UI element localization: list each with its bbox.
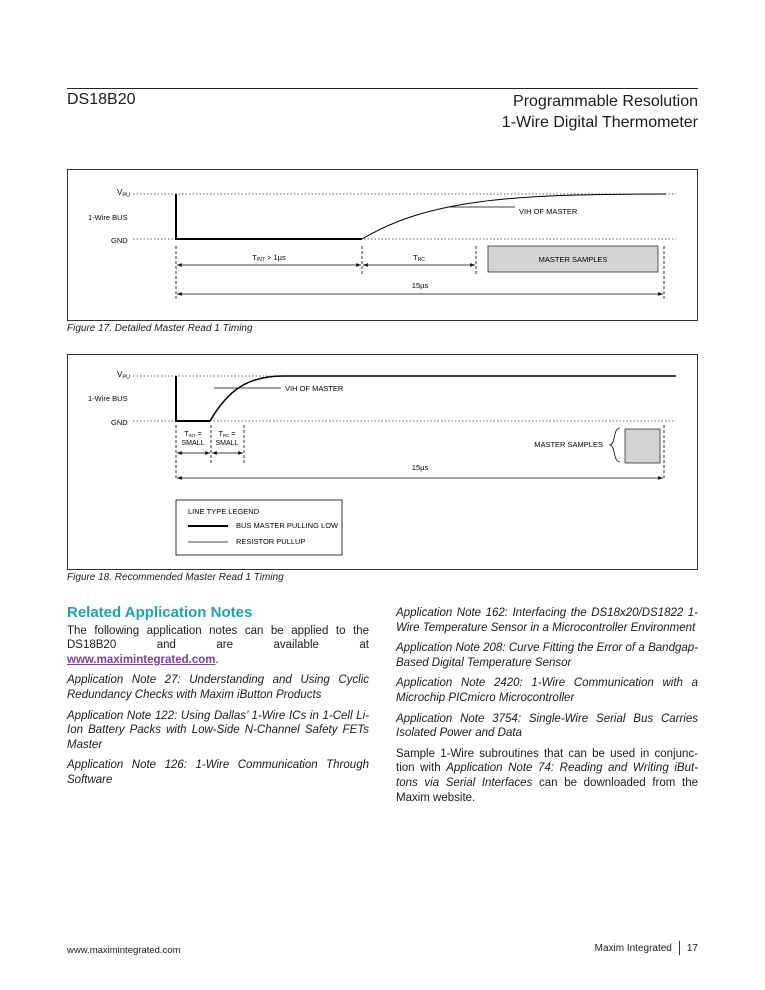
master-samples-box xyxy=(625,429,660,463)
document-title xyxy=(502,91,698,133)
trc-label: TRC = xyxy=(218,431,236,438)
footer-company-name: Maxim Integrated xyxy=(594,942,672,954)
total-time-label: 15µs xyxy=(411,463,429,472)
legend-thick-label: BUS MASTER PULLING LOW xyxy=(236,521,339,530)
bus-label: 1-Wire BUS xyxy=(88,213,128,222)
title-line-1: Programmable Resolution xyxy=(513,93,698,110)
trc-small-label: SMALL xyxy=(215,440,239,447)
footer-company xyxy=(595,941,698,955)
left-column xyxy=(67,606,369,794)
total-time-label: 15µs xyxy=(411,281,429,290)
bus-master-low-trace xyxy=(176,376,210,421)
pullup-rise-trace xyxy=(210,376,676,421)
figure-18-caption: Figure 18. Recommended Master Read 1 Timing xyxy=(67,572,284,583)
tint-label: TINT > 1µs xyxy=(252,253,286,263)
gnd-label: GND xyxy=(111,418,128,427)
page-number: 17 xyxy=(686,942,698,954)
pullup-rise-trace xyxy=(362,194,666,239)
title-line-2: 1-Wire Digital Thermometer xyxy=(501,114,698,131)
app-note-3754: Application Note 3754: Single-Wire Serial Bus Carries Isolated Power and Data xyxy=(396,712,698,740)
figure-17-diagram xyxy=(67,169,698,321)
figure-17-caption: Figure 17. Detailed Master Read 1 Timing xyxy=(67,323,253,334)
app-note-162: Application Note 162: Interfacing the DS18x20/DS1822 1-Wire Temperature Sensor in a Microcontroller Environment xyxy=(396,607,698,634)
bus-master-low-trace xyxy=(176,194,362,239)
related-notes-heading: Related Application Notes xyxy=(67,604,253,621)
app-note-126: Application Note 126: 1-Wire Communication Through Software xyxy=(67,759,369,786)
vpu-label: VPU xyxy=(117,370,130,381)
bus-label: 1-Wire BUS xyxy=(88,394,128,403)
related-intro: The following application notes can be applied to the DS18B20 and are available at www.maximintegrated.com. xyxy=(67,624,369,666)
app-note-2420: Application Note 2420: 1-Wire Communication with a Microchip PICmicro Microcontroller xyxy=(396,677,698,704)
master-samples-label: MASTER SAMPLES xyxy=(534,440,603,449)
right-column xyxy=(396,606,698,811)
sample-subroutines-text: Sample 1-Wire subroutines that can be used in conjunc- tion with Application Note 74: Reading and Writing iBut- tons via Serial Interfaces can be downloaded from the Maxim website. xyxy=(396,747,698,804)
app-note-122: Application Note 122: Using Dallas’ 1-Wire ICs in 1-Cell Li-Ion Battery Packs with Low-Side N-Channel Safety FETs Master xyxy=(67,709,369,751)
tint-small-label: SMALL xyxy=(181,440,205,447)
legend-thin-label: RESISTOR PULLUP xyxy=(236,537,306,546)
header-rule xyxy=(67,88,698,89)
tint-label: TINT = xyxy=(184,431,202,438)
legend-title: LINE TYPE LEGEND xyxy=(188,507,260,516)
app-note-208: Application Note 208: Curve Fitting the Error of a Bandgap-Based Digital Temperature Sensor xyxy=(396,642,698,669)
footer-separator xyxy=(679,941,680,955)
vih-label: VIH OF MASTER xyxy=(285,384,344,393)
app-note-27: Application Note 27: Understanding and Using Cyclic Redundancy Checks with Maxim iButton Products xyxy=(67,674,369,701)
trc-label: TRC xyxy=(413,253,425,263)
master-samples-brace xyxy=(610,428,620,462)
maxim-website-link[interactable]: www.maximintegrated.com xyxy=(67,653,216,666)
vih-label: VIH OF MASTER xyxy=(519,207,578,216)
part-number: DS18B20 xyxy=(67,91,136,108)
figure-18-diagram xyxy=(67,354,698,570)
footer-website: www.maximintegrated.com xyxy=(67,945,181,956)
master-samples-label: MASTER SAMPLES xyxy=(538,255,608,264)
vpu-label: VPU xyxy=(117,188,130,199)
gnd-label: GND xyxy=(111,236,128,245)
